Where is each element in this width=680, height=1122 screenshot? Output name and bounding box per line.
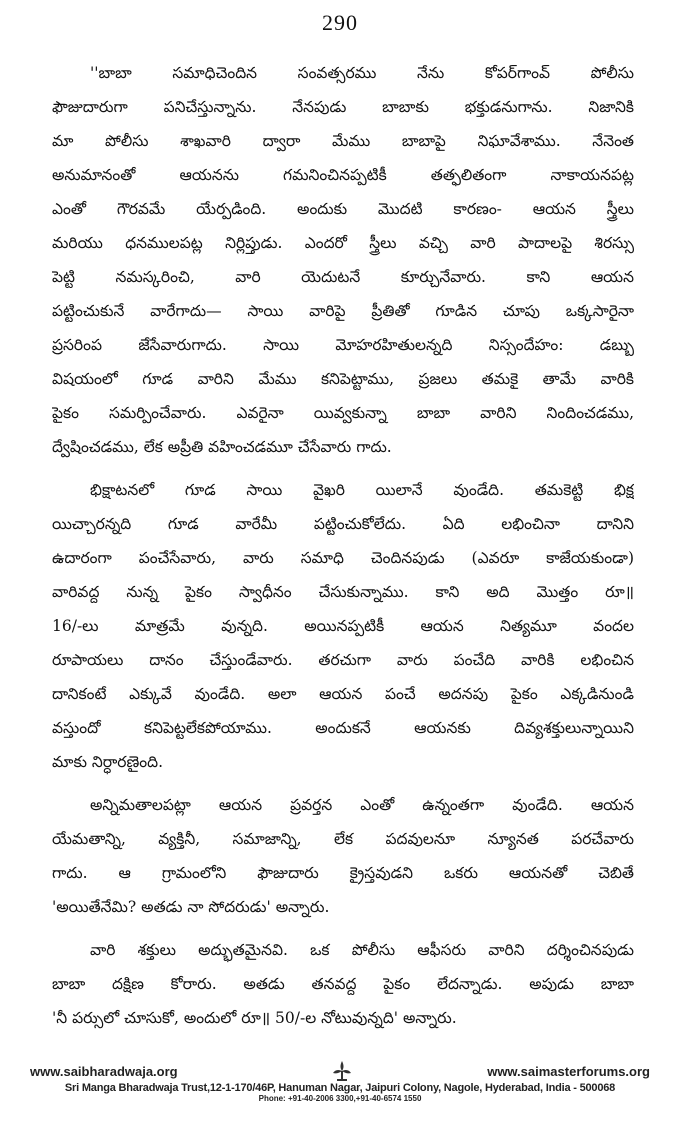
text-line: ఉదారంగా పంచేసేవారు, వారు సమాధి చెందినపుడు (ఎవరూ కాజేయకుండా) (52, 549, 634, 567)
text-line: విషయంలో గూడ వారిని మేము కనిపెట్టాము, ప్రజలు తమకై తామే వారికి (52, 370, 634, 388)
footer-phone: Phone: +91-40-2006 3300,+91-40-6574 1550 (258, 1094, 422, 1103)
text-line: ద్వేషించడము, లేక అప్రీతి వహించడమూ చేసేవారు గాదు. (52, 438, 392, 456)
text-line: వారివద్ద నున్న పైకం స్వాధీనం చేసుకున్నాము. కాని అది మొత్తం రూ॥ (52, 583, 634, 601)
text-line: ప్రసరింప జేసేవారుగాదు. సాయి మోహరహితులన్నది నిస్సందేహం: డబ్బు (52, 336, 634, 354)
text-line: అనుమానంతో ఆయనను గమనించినప్పటికీ తత్ఫలితంగా నాకాయనపట్ల (52, 166, 634, 184)
footer (30, 1064, 650, 1103)
text-line: 16/-లు మాత్రమే వున్నది. అయినప్పటికీ ఆయన నిత్యమూ వందల (52, 617, 634, 635)
website-right-link[interactable]: www.saimasterforums.org (487, 1064, 650, 1079)
page-number: 290 (322, 10, 358, 35)
footer-top-row (30, 1064, 650, 1080)
text-line: పైకం సమర్పించేవారు. ఎవరైనా యివ్వకున్నా బాబా వారిని నిందించడము, (52, 404, 634, 422)
text-line: 'నీ పర్సులో చూసుకో, అందులో రూ॥ 50/-ల నోటువున్నది' అన్నారు. (52, 1009, 457, 1027)
text-line: బాబా దక్షిణ కోరారు. అతడు తనవద్ద పైకం లేదన్నాడు. అపుడు బాబా (52, 975, 634, 993)
text-line: మా పోలీసు శాఖవారి ద్వారా మేము బాబాపై నిఘావేశాము. నేనెంత (52, 132, 634, 150)
trust-emblem-icon (332, 1060, 352, 1082)
paragraph (52, 56, 634, 464)
text-line: గాదు. ఆ గ్రామంలోని ఫౌజుదారు క్రైస్తవుడని ఒకరు ఆయనతో చెబితే (52, 864, 634, 882)
footer-address: Sri Manga Bharadwaja Trust,12-1-170/46P, Hanuman Nagar, Jaipuri Colony, Nagole, Hyderabad, India - 500068 (64, 1082, 616, 1094)
text-line: యేమతాన్ని, వ్యక్తినీ, సమాజాన్ని, లేక పదవులనూ న్యూనత పరచేవారు (52, 830, 634, 848)
text-line: పట్టించుకునే వారేగాదు— సాయి వారిపై ప్రీతితో గూడిన చూపు ఒక్కసారైనా (52, 302, 634, 320)
text-line: పెట్టి నమస్కరించి, వారి యెదుటనే కూర్చునేవారు. కాని ఆయన (52, 268, 634, 286)
website-left-link[interactable]: www.saibharadwaja.org (30, 1064, 178, 1079)
text-line: రూపాయలు దానం చేస్తుండేవారు. తరచుగా వారు పంచేది వారికి లభించిన (52, 651, 634, 669)
paragraph (52, 473, 634, 779)
text-line: వారి శక్తులు అద్భుతమైనవి. ఒక పోలీసు ఆఫీసరు వారిని దర్శించినపుడు (90, 941, 634, 959)
text-line: 'అయితేనేమి? అతడు నా సోదరుడు' అన్నారు. (52, 898, 330, 916)
text-line: భిక్షాటనలో గూడ సాయి వైఖరి యిలానే వుండేది. తమకెట్టి భిక్ష (90, 481, 634, 499)
paragraph (52, 933, 634, 1035)
paragraph (52, 788, 634, 924)
text-line: మాకు నిర్ధారణైంది. (52, 753, 163, 771)
text-line: మరియు ధనములపట్ల నిర్లిప్తుడు. ఎందరో స్త్రీలు వచ్చి వారి పాదాలపై శిరస్సు (52, 234, 634, 252)
text-line: అన్నిమతాలపట్లా ఆయన ప్రవర్తన ఎంతో ఉన్నంతగా వుండేది. ఆయన (90, 796, 634, 814)
text-line: వస్తుందో కనిపెట్టలేకపోయాము. అందుకనే ఆయనకు దివ్యశక్తులున్నాయిని (52, 719, 634, 737)
text-line: యిచ్చారన్నది గూడ వారేమీ పట్టించుకోలేదు. ఏది లభించినా దానిని (52, 515, 634, 533)
text-line: ఫౌజుదారుగా పనిచేస్తున్నాను. నేనపుడు బాబాకు భక్తుడనుగాను. నిజానికి (52, 98, 634, 116)
document-body (52, 56, 634, 1056)
text-line: దానికంటే ఎక్కువే వుండేది. అలా ఆయన పంచే అదనపు పైకం ఎక్కడినుండి (52, 685, 634, 703)
text-line: ''బాబా సమాధిచెందిన సంవత్సరము నేను కోపర్‌గాంవ్ పోలీసు (90, 64, 634, 82)
text-line: ఎంతో గౌరవమే యేర్పడింది. అందుకు మొదటి కారణం- ఆయన స్త్రీలు (52, 200, 634, 218)
